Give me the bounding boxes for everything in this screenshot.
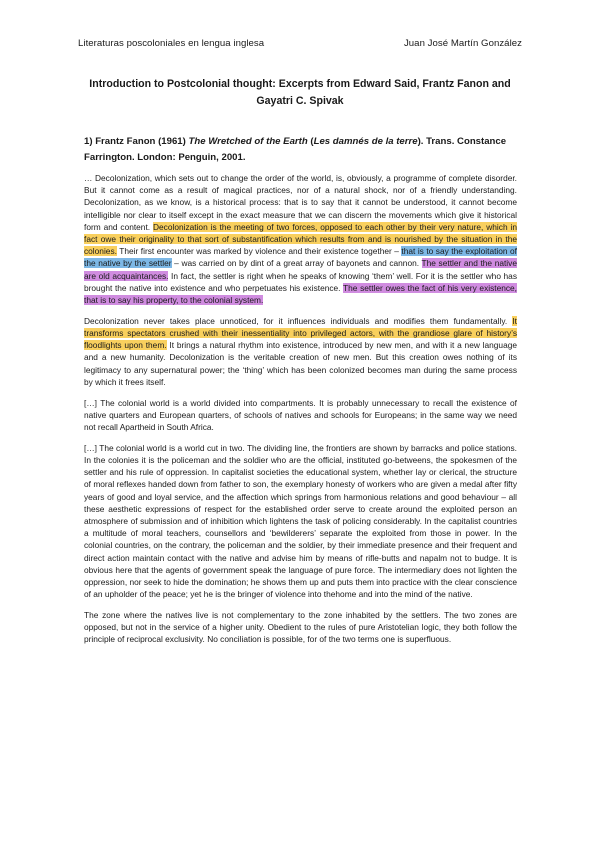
header-course: Literaturas poscoloniales en lengua inglesa	[78, 38, 265, 49]
highlighted-text: The settler and the native are old acquaintances.	[84, 258, 517, 281]
header-author: Juan José Martín González	[403, 38, 522, 49]
text-segment: Decolonization never takes place unnoticed, for it influences individuals and modifies them fundamentally.	[84, 315, 513, 326]
document-title: Introduction to Postcolonial thought: Excerpts from Edward Said, Frantz Fanon and Gayatri C. Spivak	[89, 78, 511, 107]
paragraph	[84, 609, 517, 646]
highlighted-text: The settler owes the fact of his very existence, that is to say his property, to the colonial system.	[84, 282, 518, 306]
text-segment: In fact, the settler is right when he speaks of knowing ‘them’ well. For it is the settler who has brought the native into existence and who perpetuates his existence.	[84, 270, 517, 293]
text-segment: – was carried on by dint of a great array of bayonets and cannon.	[171, 258, 422, 269]
paragraph	[84, 397, 517, 434]
paragraph	[84, 442, 517, 601]
document-body	[84, 172, 517, 654]
citation-book-title: The Wretched of the Earth	[188, 136, 308, 147]
citation-original-title: Les damnés de la terre	[313, 136, 418, 147]
text-segment: It brings a natural rhythm into existence, introduced by new men, and with it a new language and a new humanity. Decolonization is the veritable creation of new men. But this creation owes nothing of its legitimacy to any supernatural power; the ‘thing’ which has been colonized becomes man during the same process by which it frees itself.	[84, 340, 517, 387]
highlighted-text: Decolonization is the meeting of two forces, opposed to each other by their very nature, which in fact owe their originality to that sort of substantification which results from and is nourished by the situation in the colonies.	[84, 221, 517, 257]
citation	[84, 134, 522, 165]
text-segment: […] The colonial world is a world divided into compartments. It is probably unnecessary to recall the existence of native quarters and European quarters, of schools of natives and schools for Europeans; in the same way we need not recall Apartheid in South Africa.	[84, 397, 517, 433]
paragraph	[84, 315, 517, 388]
text-segment: … Decolonization, which sets out to change the order of the world, is, obviously, a programme of complete disorder. But it cannot come as a result of magical practices, nor of a natural shock, nor of a friendly understanding. Decolonization, as we know, is a historical process: that is to say that it cannot be understood, it cannot become intelligible nor clear to itself except in the exact measure that we can discern the movements which give it historical form and content.	[84, 173, 517, 232]
citation-mid: (	[307, 136, 314, 147]
text-segment: The zone where the natives live is not complementary to the zone inhabited by the settlers. The two zones are opposed, but not in the service of a higher unity. Obedient to the rules of pure Aristotelian logic, they both follow the principle of reciprocal exclusivity. No conciliation is possible, for of the two terms one is superfluous.	[84, 610, 517, 645]
text-segment: Their first encounter was marked by violence and their existence together –	[116, 246, 402, 257]
citation-prefix: 1) Frantz Fanon (1961)	[84, 136, 189, 147]
citation-suffix: ). Trans. Constance Farrington. London: Penguin, 2001.	[84, 136, 507, 163]
highlighted-text: It transforms spectators crushed with their inessentiality into privileged actors, with the grandiose glare of history’s floodlights upon them.	[84, 315, 517, 351]
paragraph	[84, 172, 517, 306]
text-segment: […] The colonial world is a world cut in two. The dividing line, the frontiers are shown by barracks and police stations. In the colonies it is the policeman and the soldier who are the official, instituted go-betweens, the spokesmen of the settler and his rule of oppression. In capitalist societies the educational system, whether lay or clerical, the structure of moral reflexes handed down from father to son, the exemplary honesty of workers who are given a medal after fifty years of good and loyal service, and the affection which springs from harmonious relations and good behaviour – all these aesthetic expressions of respect for the established order serve to create around the exploited person an atmosphere of submission and of inhibition which lightens the task of policing considerably. In the capitalist countries a multitude of moral teachers, counsellors and ‘bewilderers’ separate the exploited from those in power. In the colonial countries, on the contrary, the policeman and the soldier, by their immediate presence and their frequent and direct action maintain contact with the native and advise him by means of rifle-butts and napalm not to budge. It is obvious here that the agents of government speak the language of pure force. The intermediary does not lighten the oppression, nor seek to hide the domination; he shows them up and puts them into practice with the clear conscience of an upholder of the peace; yet he is the bringer of violence into thehome and into the mind of the native.	[84, 442, 517, 600]
page-header	[78, 38, 522, 49]
highlighted-text: that is to say the exploitation of the native by the settler	[84, 246, 517, 269]
